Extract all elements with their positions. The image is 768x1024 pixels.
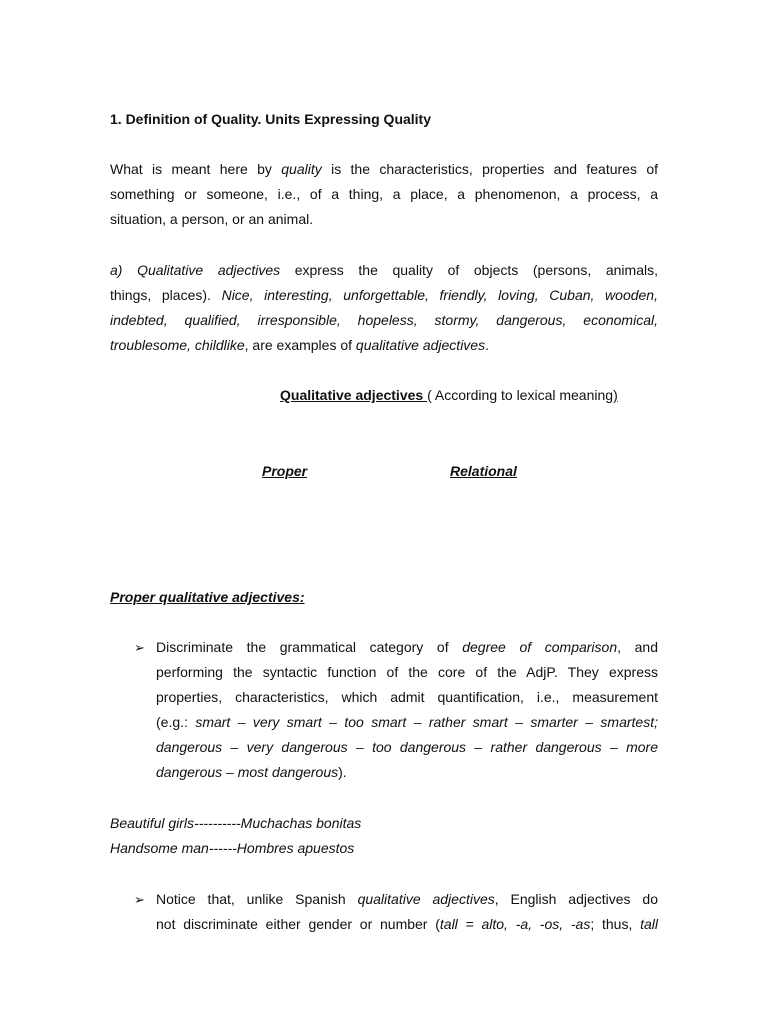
example-line-1: Beautiful girls----------Muchachas bonitas	[110, 815, 362, 831]
qualitative-paragraph	[110, 258, 658, 358]
category-proper: Proper	[262, 463, 308, 479]
bullet1-line-1: Discriminate the grammatical category of degree of comparison, and	[156, 639, 658, 655]
proper-qualitative-title: Proper qualitative adjectives:	[110, 589, 305, 605]
intro-paragraph	[110, 157, 658, 232]
bullet-arrow-icon: ➢	[134, 892, 145, 907]
category-relational: Relational	[450, 463, 517, 479]
diagram-note: ( According to lexical meaning	[427, 387, 614, 403]
diagram-note-close: )	[613, 387, 618, 403]
example-line-2: Handsome man------Hombres apuestos	[110, 840, 355, 856]
bullet1-line-3: properties, characteristics, which admit quantification, i.e., measurement	[156, 689, 658, 705]
qualitative-line-2: things, places). Nice, interesting, unforgettable, friendly, loving, Cuban, wooden,	[110, 287, 658, 303]
qualitative-line-3: indebted, qualified, irresponsible, hopeless, stormy, dangerous, economical,	[110, 312, 658, 328]
qualitative-line-4: troublesome, childlike, are examples of qualitative adjectives.	[110, 337, 489, 353]
diagram-title: Qualitative adjectives	[280, 387, 428, 403]
bullet1-line-5: dangerous – very dangerous – too dangerous – rather dangerous – more	[156, 739, 658, 755]
bullet-item-degree-comparison	[156, 635, 658, 785]
section-heading: 1. Definition of Quality. Units Expressing Quality	[110, 111, 432, 127]
bullet1-line-2: performing the syntactic function of the core of the AdjP. They express	[156, 664, 658, 680]
intro-line-3: situation, a person, or an animal.	[110, 211, 314, 227]
bullet1-line-4: (e.g.: smart – very smart – too smart – rather smart – smarter – smartest;	[156, 714, 658, 730]
intro-line-2: something or someone, i.e., of a thing, a place, a phenomenon, a process, a	[110, 186, 658, 202]
bullet-item-gender-number	[156, 887, 658, 937]
bullet1-line-6: dangerous – most dangerous).	[156, 764, 347, 780]
qualitative-line-1: a) Qualitative adjectives express the quality of objects (persons, animals,	[110, 262, 658, 278]
bullet2-line-2: not discriminate either gender or number (tall = alto, -a, -os, -as; thus, tall	[156, 916, 659, 932]
bullet-arrow-icon: ➢	[134, 640, 145, 655]
diagram-title-line	[280, 387, 618, 403]
bullet2-line-1: Notice that, unlike Spanish qualitative adjectives, English adjectives do	[156, 891, 658, 907]
intro-line-1: What is meant here by quality is the characteristics, properties and features of	[110, 161, 658, 177]
